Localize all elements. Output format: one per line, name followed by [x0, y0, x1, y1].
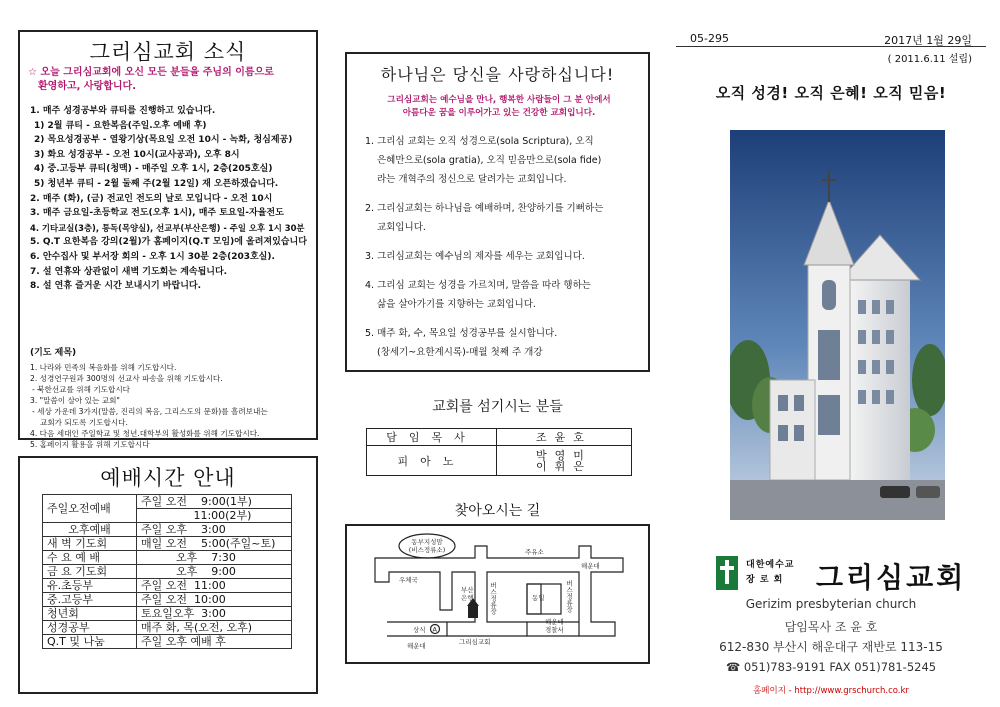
- church-logo: [716, 556, 976, 592]
- denomination-line-2: 장 로 회: [746, 575, 784, 585]
- map-label: 해운대: [581, 562, 600, 570]
- prayer-item: 1. 나라와 민족의 복음화를 위해 기도합시다.: [30, 363, 177, 372]
- worship-name: 주일오전예배: [43, 495, 137, 523]
- car-icon: [880, 486, 910, 498]
- worship-time: 오후 7:30: [137, 551, 292, 565]
- mission-point-line: (창세기~요한계시록)-매월 첫째 주 개강: [377, 347, 543, 358]
- map-drawing: [347, 526, 648, 662]
- table-row: [367, 429, 632, 446]
- map-label: 부산: [461, 586, 474, 594]
- worship-name: 성경공부: [43, 621, 137, 635]
- car-icon: [916, 486, 940, 498]
- servants-title: 교회를 섬기시는 분들: [432, 399, 563, 415]
- map-label: 우체국: [399, 576, 418, 584]
- worship-table: [42, 494, 292, 649]
- table-row: [43, 593, 292, 607]
- mission-panel: [345, 52, 650, 372]
- servant-name: 이휘은: [536, 459, 592, 473]
- mission-intro-line-2: 아름다운 꿈을 이루어가고 있는 건강한 교회입니다.: [402, 108, 596, 118]
- mission-point-line: 교회입니다.: [377, 222, 426, 233]
- worship-time: 주일 오전 9:00(1부): [137, 495, 292, 509]
- prayer-item: 교회가 되도록 기도합시다.: [40, 418, 128, 427]
- map-label: 상식: [413, 626, 426, 634]
- servant-names: [497, 446, 632, 476]
- map-label: 그리심교회: [459, 638, 491, 646]
- church-front: [770, 380, 815, 480]
- church-english-name: Gerizim presbyterian church: [745, 597, 917, 611]
- issue-number: 05-295: [690, 32, 729, 45]
- news-item: 4. 기타교실(3층), 통독(목양실), 선교부(부산은행) - 주일 오후 1시 30분: [30, 222, 305, 233]
- established-date: ( 2011.6.11 설립): [887, 54, 972, 65]
- mission-point: [365, 324, 645, 362]
- worship-time: 주일 오후 3:00: [137, 523, 292, 537]
- mission-intro: [363, 94, 635, 120]
- worship-time: 오후 9:00: [137, 565, 292, 579]
- news-item: 5) 청년부 큐티 - 2월 둘째 주(2월 12일) 재 오픈하겠습니다.: [34, 178, 279, 189]
- mission-point: [365, 247, 645, 266]
- prayer-item: - 북한선교를 위해 기도합시다: [32, 385, 131, 394]
- mission-title: 하나님은 당신을 사랑하십니다!: [380, 65, 615, 84]
- mission-point-line: 5. 매주 화, 수, 목요일 성경공부를 실시합니다.: [365, 328, 558, 339]
- mission-point-line: 1. 그리심 교회는 오직 성경으로(sola Scriptura), 오직: [365, 136, 594, 147]
- worship-time: 주일 오전 11:00: [137, 579, 292, 593]
- denomination-label: [746, 558, 794, 588]
- worship-time: 매주 화, 목(오전, 오후): [137, 621, 292, 635]
- denomination-line-1: 대한예수교: [746, 560, 795, 570]
- worship-name: 새 벽 기도회: [43, 537, 137, 551]
- prayer-item: - 세상 가운데 3가지(말씀, 진리의 복음, 그리스도의 문화)를 흘려보내는: [32, 407, 268, 416]
- news-item: 2) 목요성경공부 - 열왕기상(목요일 오전 10시 - 녹화, 청심제공): [34, 135, 293, 146]
- mission-point: [365, 276, 645, 314]
- map-label: 주유소: [525, 548, 544, 556]
- worship-time: 주일 오전 10:00: [137, 593, 292, 607]
- slogan: 오직 성경! 오직 은혜! 오직 믿음!: [715, 84, 947, 102]
- news-item: 2. 매주 (화), (금) 전교인 전도의 날로 모입니다 - 오전 10시: [30, 193, 273, 204]
- table-row: [43, 565, 292, 579]
- map-label: 동부지성맘: [411, 538, 443, 546]
- servant-role: 담임목사: [367, 429, 497, 446]
- map-label: 버스정류장: [489, 582, 497, 615]
- news-panel: [18, 30, 318, 449]
- table-row: [43, 635, 292, 649]
- worship-name: 청년회: [43, 607, 137, 621]
- worship-name: 금 요 기도회: [43, 565, 137, 579]
- header-divider: [676, 46, 986, 47]
- prayer-item: 2. 성경연구원과 300명의 선교사 파송을 위해 기도합시다.: [30, 374, 223, 383]
- worship-time: 주일 오후 예배 후: [137, 635, 292, 649]
- mission-point: [365, 199, 645, 237]
- table-row: [43, 523, 292, 537]
- mission-point-line: 4. 그리심 교회는 성경을 가르치며, 말씀을 따라 행하는: [365, 280, 591, 291]
- worship-panel: [18, 456, 318, 694]
- table-row: [43, 621, 292, 635]
- worship-name: 오후예배: [43, 523, 137, 537]
- news-item: 8. 설 연휴 즐거운 시간 보내시기 바랍니다.: [30, 281, 202, 292]
- map-title: 찾아오시는 길: [454, 503, 541, 519]
- map-label: 경찰서: [545, 626, 564, 634]
- map-label: 해운대: [407, 642, 426, 650]
- street: [730, 480, 945, 520]
- prayer-item: 3. "말씀이 살아 있는 교회": [30, 396, 120, 405]
- map-label: A: [432, 625, 437, 634]
- table-row: [43, 537, 292, 551]
- table-row: [367, 446, 632, 476]
- mission-point-line: 삶을 살아가기를 지향하는 교회입니다.: [377, 299, 536, 310]
- servant-role: 피아노: [367, 446, 497, 476]
- news-item: 1) 2월 큐티 - 요한복음(주일.오후 예배 후): [34, 120, 207, 131]
- map-label: 동일: [532, 594, 545, 602]
- welcome-line-1: ☆ 오늘 그리심교회에 오신 모든 분들을 주님의 이름으로: [28, 67, 274, 78]
- map-label: 해운대: [545, 618, 564, 626]
- servants-table: [366, 428, 632, 476]
- news-item: 1. 매주 성경공부와 큐티를 진행하고 있습니다.: [30, 106, 216, 116]
- mission-point-line: 은혜만으로(sola gratia), 오직 믿음만으로(sola fide): [377, 155, 602, 166]
- news-item: 5. Q.T 요한복음 강의(2월)가 홈페이지(Q.T 모임)에 올려져있습니다: [30, 237, 307, 248]
- table-row: [43, 607, 292, 621]
- senior-pastor: 담임목사 조 윤 호: [784, 620, 878, 634]
- mission-points: [365, 132, 645, 372]
- denomination-cross-icon: [716, 556, 738, 590]
- welcome-line-2: 환영하고, 사랑합니다.: [38, 81, 137, 92]
- news-item: 3. 매주 금요일-초등학교 전도(오후 1시), 매주 토요일-자율전도: [30, 208, 284, 219]
- worship-name: 수 요 예 배: [43, 551, 137, 565]
- prayer-list: [30, 362, 318, 450]
- mission-point-line: 라는 개혁주의 정신으로 달려가는 교회입니다.: [377, 174, 567, 185]
- table-row: [43, 495, 292, 509]
- news-item: 3) 화요 성경공부 - 오전 10시(교사공과), 오후 8시: [34, 149, 240, 160]
- map-label: 은행: [461, 594, 474, 602]
- news-item: 7. 설 연휴와 상관없이 새벽 기도회는 계속됩니다.: [30, 266, 228, 277]
- worship-name: 유.초등부: [43, 579, 137, 593]
- worship-name: Q.T 및 나눔: [43, 635, 137, 649]
- map-label: (비스정류소): [408, 546, 446, 554]
- worship-time: 매일 오전 5:00(주일~토): [137, 537, 292, 551]
- homepage-link[interactable]: 홈페이지 - http://www.grschurch.co.kr: [753, 686, 909, 696]
- prayer-item: 4. 다음 세대인 주일학교 및 청년.대학부의 활성화를 위해 기도합시다.: [30, 429, 260, 438]
- news-item: 6. 안수집사 및 부서장 회의 - 오후 1시 30분 2층(203호실).: [30, 251, 275, 262]
- church-phone: ☎ 051)783-9191 FAX 051)781-5245: [725, 660, 937, 674]
- church-building-image: [730, 130, 945, 520]
- worship-name: 중.고등부: [43, 593, 137, 607]
- mission-intro-line-1: 그리심교회는 예수님을 만나, 행복한 사람들이 그 분 안에서: [387, 95, 611, 105]
- worship-time: 토요일오후 3:00: [137, 607, 292, 621]
- table-row: [43, 579, 292, 593]
- table-row: [43, 551, 292, 565]
- news-title: 그리심교회 소식: [89, 40, 247, 64]
- news-item: 4) 중.고등부 큐티(청맥) - 매주일 오후 1시, 2층(205호실): [34, 164, 273, 175]
- mission-point: [365, 132, 645, 189]
- location-map: [345, 524, 650, 664]
- mission-point-line: 2. 그리심교회는 하나님을 예배하며, 찬양하기를 기뻐하는: [365, 203, 604, 214]
- news-items: [30, 104, 318, 294]
- church-address: 612-830 부산시 해운대구 재반로 113-15: [719, 640, 943, 654]
- welcome-message: [28, 66, 313, 94]
- prayer-item: 5. 홈페이지 활용을 위해 기도합시다: [30, 440, 150, 449]
- servant-name: 조윤호: [497, 429, 632, 446]
- servant-name: 박영미: [536, 448, 592, 462]
- worship-time: 11:00(2부): [137, 509, 292, 523]
- worship-title: 예배시간 안내: [100, 466, 236, 490]
- mission-point-line: 3. 그리심교회는 예수님의 제자를 세우는 교회입니다.: [365, 251, 585, 262]
- map-label: 버스정류장: [565, 580, 573, 613]
- issue-date: 2017년 1월 29일: [884, 34, 972, 47]
- prayer-title: (기도 제목): [30, 348, 77, 358]
- church-name: 그리심교회: [816, 561, 967, 594]
